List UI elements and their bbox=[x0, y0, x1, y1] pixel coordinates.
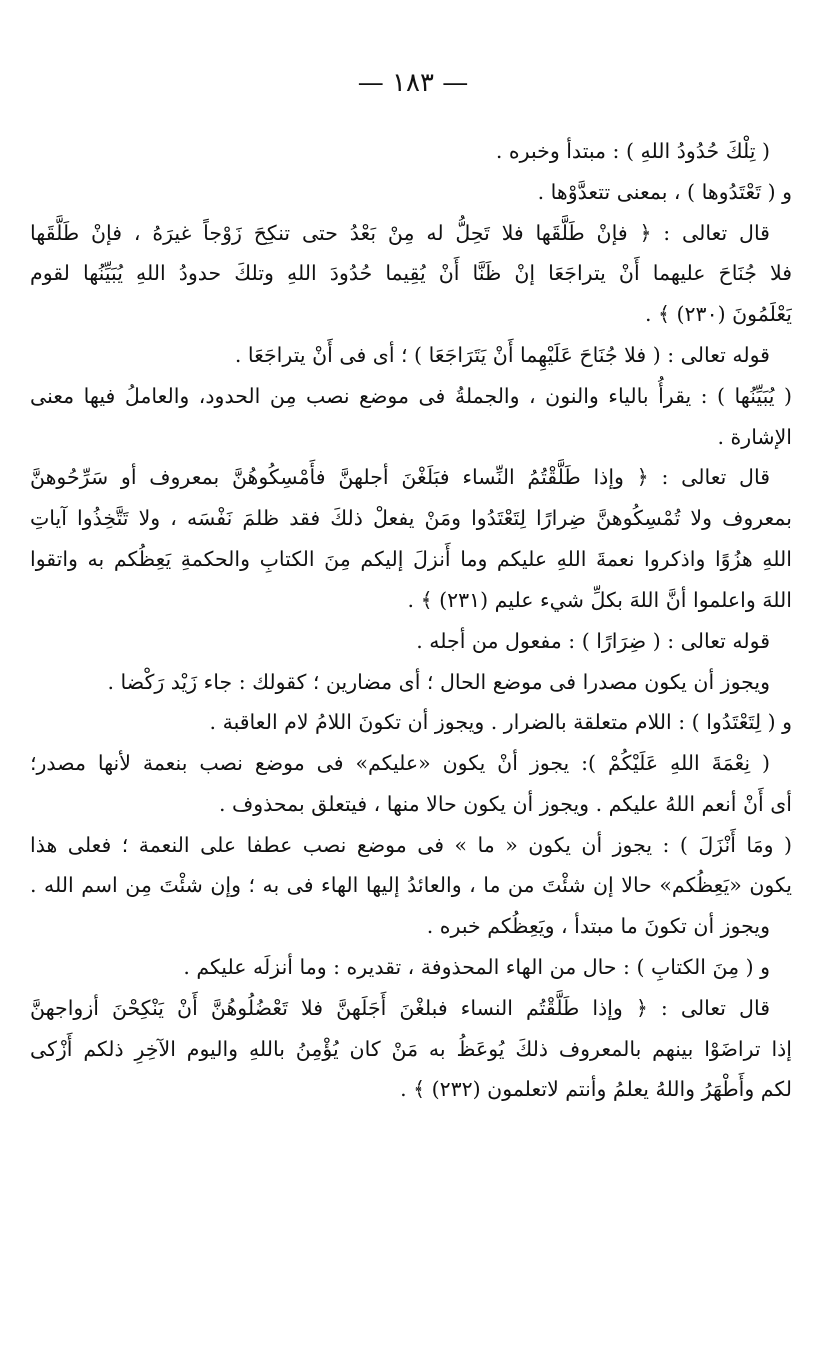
text-line: و ( تَعْتَدُوها ) ، بمعنى تتعدَّوْها . bbox=[537, 179, 792, 204]
text-line: يكون «يَعِظُكم» حالا إن شئْتَ من ما ، والعائدُ إليها الهاء فى به ؛ وإن شئْتَ مِن اسم الله . bbox=[30, 873, 792, 898]
text-line: يَعْلَمُونَ (٢٣٠) ﴾ . bbox=[644, 302, 792, 327]
page-number: — ١٨٣ — bbox=[357, 68, 469, 98]
text-line: ( نِعْمَةَ اللهِ عَلَيْكُمْ ): يجوز أنْ يكون «عليكم» فى موضع نصب بنعمة لأنها مصدر؛ bbox=[30, 750, 770, 775]
text-line: فلا جُنَاحَ عليهما أَنْ يتراجَعَا إنْ ظَنَّا أَنْ يُقِيما حُدُودَ اللهِ وتلكَ حدودُ اللهِ يُبَيِّنُها لقوم bbox=[30, 261, 792, 286]
text-line: بمعروف ولا تُمْسِكُوهنَّ ضِرارًا لِتَعْتَدُوا ومَنْ يفعلْ ذلكَ فقد ظلمَ نَفْسَه ، ولا تَتَّخِذُوا آياتِ bbox=[30, 506, 792, 531]
text-line: قال تعالى : ﴿ وإذا طَلَّقْتُم النساء فبلغْنَ أَجَلَهنَّ فلا تَعْضُلُوهُنَّ أَنْ يَنْكِحْنَ أزواجهنَّ bbox=[30, 995, 770, 1020]
text-line: و ( مِنَ الكتابِ ) : حال من الهاء المحذوفة ، تقديره : وما أنزلَه عليكم . bbox=[183, 955, 770, 980]
text-line: قال تعالى : ﴿ فإنْ طَلَّقَها فلا تَحِلُّ له مِنْ بَعْدُ حتى تنكِحَ زَوْجاً غيرَهُ ، فإنْ طَلَّقَها bbox=[30, 220, 770, 245]
text-line: و ( لِتَعْتَدُوا ) : اللام متعلقة بالضرار . ويجوز أن تكونَ اللامُ لام العاقبة . bbox=[209, 710, 792, 735]
text-line: ( تِلْكَ حُدُودُ اللهِ ) : مبتدأ وخبره . bbox=[495, 139, 770, 164]
text-line: إذا تراضَوْا بينهم بالمعروف ذلكَ يُوعَظُ به مَنْ كان يُؤْمِنُ باللهِ واليوم الآخِرِ ذلكم أَزْكى bbox=[30, 1036, 792, 1061]
text-line: ويجوز أن تكونَ ما مبتدأ ، ويَعِظُكم خبره . bbox=[426, 914, 770, 939]
page-text bbox=[30, 131, 792, 1110]
text-line: ( ومَا أَنْزَلَ ) : يجوز أن يكون « ما » فى موضع نصب عطفا على النعمة ؛ فعلى هذا bbox=[30, 832, 792, 857]
text-line: لكم وأَطْهَرُ واللهُ يعلمُ وأنتم لاتعلمون (٢٣٢) ﴾ . bbox=[400, 1077, 792, 1102]
text-line: ( يُبَيِّنُها ) : يقرأُ بالياء والنون ، والجملةُ فى موضع نصب مِن الحدود، والعاملُ فيها معنى bbox=[30, 383, 792, 408]
text-line: قوله تعالى : ( ضِرَارًا ) : مفعول من أجله . bbox=[416, 628, 770, 653]
text-line: قال تعالى : ﴿ وإذا طَلَّقْتُمُ النِّساء فبَلَغْنَ أجلهنَّ فأَمْسِكُوهُنَّ بمعروف أو سَرِّحُوهنَّ bbox=[30, 465, 770, 490]
text-line: اللهِ هزُوًا واذكروا نعمةَ اللهِ عليكم وما أَنزلَ إليكم مِنَ الكتابِ والحكمةِ يَعِظُكم به واتقوا bbox=[30, 546, 792, 571]
text-line: ويجوز أن يكون مصدرا فى موضع الحال ؛ أى مضارين ؛ كقولك : جاء زَيْد رَكْضا . bbox=[107, 669, 770, 694]
text-line: أى أَنْ أنعم اللهُ عليكم . ويجوز أن يكون حالا منها ، فيتعلق بمحذوف . bbox=[218, 791, 792, 816]
text-line: الإشارة . bbox=[717, 424, 792, 449]
text-line: اللهَ واعلموا أنَّ اللهَ بكلِّ شيء عليم (٢٣١) ﴾ . bbox=[407, 587, 792, 612]
text-line: قوله تعالى : ( فلا جُنَاحَ عَلَيْهِما أَنْ يَتَرَاجَعَا ) ؛ أى فى أَنْ يتراجَعَا . bbox=[234, 343, 770, 368]
